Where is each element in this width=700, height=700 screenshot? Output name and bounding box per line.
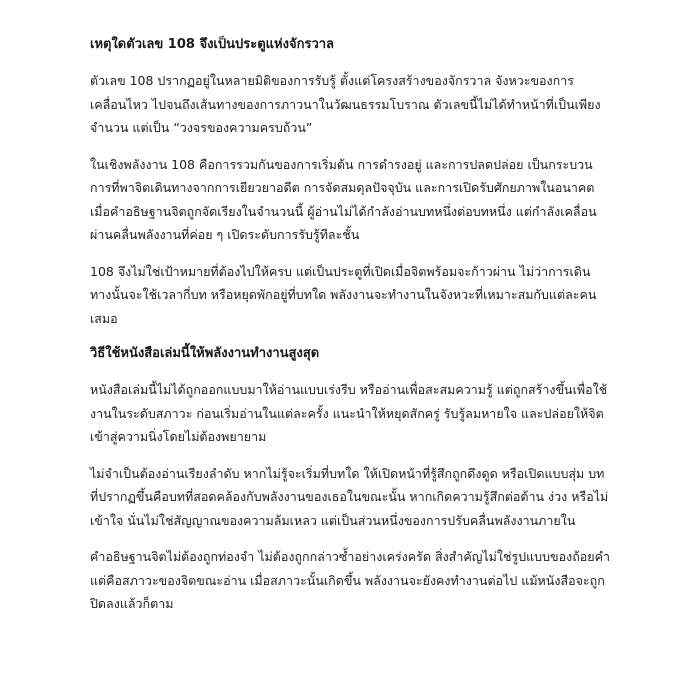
paragraph-how-to-read: หนังสือเล่มนี้ไม่ได้ถูกออกแบบมาให้อ่านแบบเร่งรีบ หรืออ่านเพื่อสะสมความรู้ แต่ถูกสร้างขึ้นเพื่อใช้งานในระดับสภาวะ ก่อนเริ่มอ่านในแต่ละครั้ง แนะนำให้หยุดสักครู่ รับรู้ลมหายใจ และปล่อยให้จิตเข้าสู่ความนิ่งโดยไม่ต้องพยายาม xyxy=(90,382,608,444)
paragraph-prayer-state: คำอธิษฐานจิตไม่ต้องถูกท่องจำ ไม่ต้องถูกกล่าวซ้ำอย่างเคร่งครัด สิ่งสำคัญไม่ใช่รูปแบบของถ้อยคำ แต่คือสภาวะของจิตขณะอ่าน เมื่อสภาวะนั้นเกิดขึ้น พลังงานจะยังคงทำงานต่อไป แม้หนังสือจะถูกปิดลงแล้วก็ตาม xyxy=(90,549,610,611)
paragraph-108-intro: ตัวเลข 108 ปรากฏอยู่ในหลายมิติของการรับรู้ ตั้งแต่โครงสร้างของจักรวาล จังหวะของการเคลื่อนไหว ไปจนถึงเส้นทางของการภาวนาในวัฒนธรรมโบราณ ตัวเลขนี้ไม่ได้ทำหน้าที่เป็นเพียงจำนวน แต่เป็น “วงจรของความครบถ้วน” xyxy=(90,73,601,135)
section-heading-108: เหตุใดตัวเลข 108 จึงเป็นประตูแห่งจักรวาล xyxy=(90,37,335,52)
section-heading-how-to-use: วิธีใช้หนังสือเล่มนี้ให้พลังงานทำงานสูงสุด xyxy=(90,346,320,361)
paragraph-random-open: ไม่จำเป็นต้องอ่านเรียงลำดับ หากไม่รู้จะเริ่มที่บทใด ให้เปิดหน้าที่รู้สึกถูกดึงดูด หรือเปิดแบบสุ่ม บทที่ปรากฏขึ้นคือบทที่สอดคล้องกับพลังงานของเธอในขณะนั้น หากเกิดความรู้สึกต่อต้าน ง่วง หรือไม่เข้าใจ นั่นไม่ใช่สัญญาณของความล้มเหลว แต่เป็นส่วนหนึ่งของการปรับคลื่นพลังงานภายใน xyxy=(90,465,609,528)
paragraph-108-energy: ในเชิงพลังงาน 108 คือการรวมกันของการเริ่มต้น การดำรงอยู่ และการปลดปล่อย เป็นกระบวนการที่พาจิตเดินทางจากการเยียวยาอดีต การจัดสมดุลปัจจุบัน และการเปิดรับศักยภาพในอนาคต เมื่อคำอธิษฐานจิตถูกจัดเรียงในจำนวนนี้ ผู้อ่านไม่ได้กำลังอ่านบทหนึ่งต่อบทหนึ่ง แต่กำลังเคลื่อนผ่านคลื่นพลังงานที่ค่อย ๆ เปิดระดับการรับรู้ทีละชั้น xyxy=(90,156,597,242)
paragraph-108-gateway: 108 จึงไม่ใช่เป้าหมายที่ต้องไปให้ครบ แต่เป็นประตูที่เปิดเมื่อจิตพร้อมจะก้าวผ่าน ไม่ว่าการเดินทางนั้นจะใช้เวลากี่บท หรือหยุดพักอยู่ที่บทใด พลังงานจะทำงานในจังหวะที่เหมาะสมกับแต่ละคนเสมอ xyxy=(90,263,597,326)
